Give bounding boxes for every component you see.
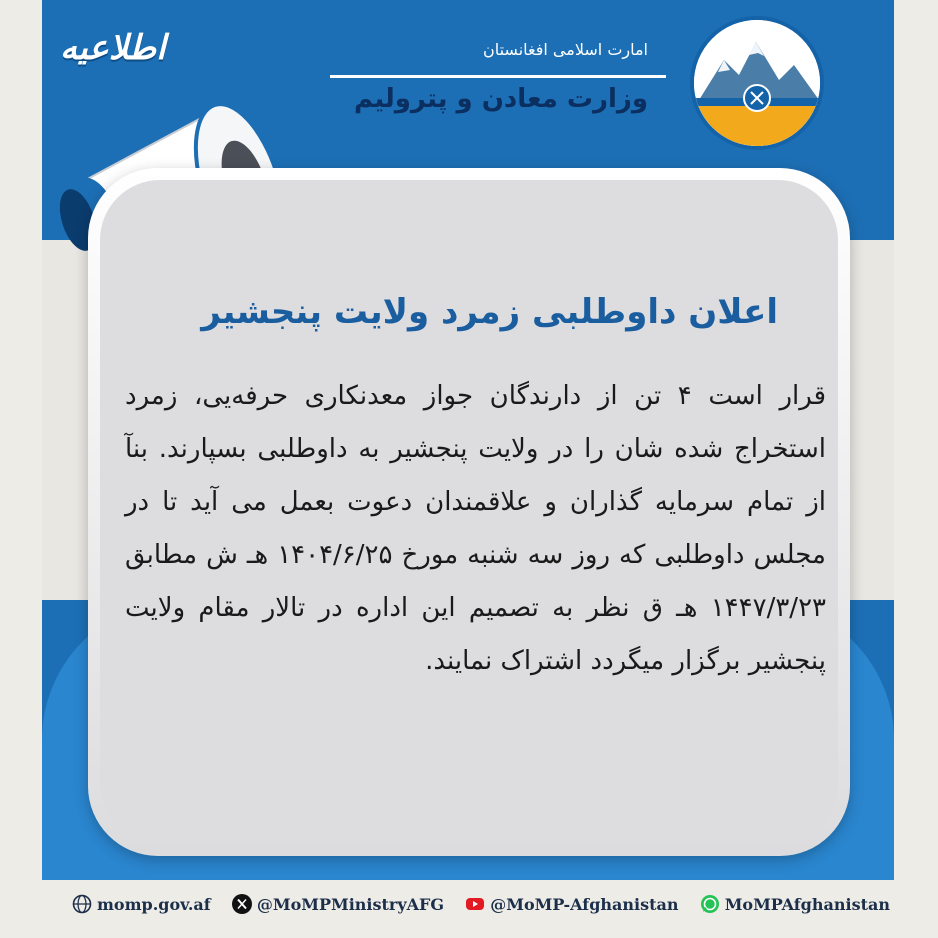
whatsapp-handle-text: MoMPAfghanistan: [724, 894, 890, 914]
globe-icon: [72, 894, 92, 914]
youtube-link[interactable]: [465, 894, 678, 914]
website-link[interactable]: [72, 894, 211, 914]
x-link[interactable]: [232, 894, 444, 914]
whatsapp-icon: [700, 894, 720, 914]
x-handle-text: @MoMPMinistryAFG: [256, 894, 445, 914]
youtube-icon: [465, 894, 485, 914]
website-text: momp.gov.af: [97, 894, 211, 914]
emirate-name: امارت اسلامی افغانستان: [482, 40, 648, 59]
announcement-body: قرار است ۴ تن از دارندگان جواز معدنکاری حرفه‌یی، زمرد استخراج شده شان را در ولایت پنجشیر به داوطلبی بسپارند. بنآ از تمام سرمایه گذاران و علاقمندان دعوت بعمل می آید تا در مجلس داوطلبی که روز سه شنبه مورخ ۱۴۰۴/۶/۲۵ هـ ش مطابق ۱۴۴۷/۳/۲۳ هـ ق نظر به تصمیم این اداره در تالار مقام ولایت پنجشیر برگزار میگردد اشتراک نمایند.: [125, 381, 827, 676]
footer-contacts: [72, 888, 890, 920]
ministry-logo: [690, 16, 824, 150]
announcement-title: اعلان داوطلبی زمرد ولایت پنجشیر: [201, 292, 778, 332]
youtube-handle-text: @MoMP-Afghanistan: [490, 894, 679, 914]
announcement-badge: اطلاعیه: [60, 28, 166, 68]
header-divider: [330, 75, 666, 78]
x-icon: [232, 894, 252, 914]
ministry-name: وزارت معادن و پترولیم: [354, 84, 648, 114]
whatsapp-link[interactable]: [700, 894, 890, 914]
